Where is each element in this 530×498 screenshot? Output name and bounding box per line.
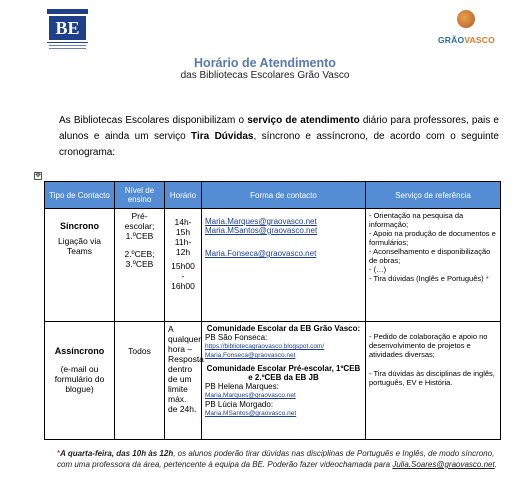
email-link[interactable]: Maria.Fonseca@graovasco.net xyxy=(205,249,317,258)
grao-vasco-logo xyxy=(438,10,494,56)
schedule-table xyxy=(44,181,501,440)
bibliotecas-escolares-logo xyxy=(47,9,88,50)
cell-sync-level: Pré-escolar; 1.ºCEB 2.ºCEB; 3.ºCEB xyxy=(115,209,165,322)
table-header-row xyxy=(45,182,501,209)
cell-async-type: Assíncrono (e-mail ou formulário do blogue) xyxy=(45,322,115,440)
logo-left-text: BE xyxy=(49,16,86,40)
cell-async-contact: Comunidade Escolar da EB Grão Vasco: PB São Fonseca: https://bibliotecagraovasco.blogspot.com/ Maria.Fonseca@graovasco.net Comunidade Escolar Pré-escolar, 1ºCEB e 2.ºCEB da EB JB PB Helena Marques: Maria.Marques@graovasco.net PB Lúcia Morgado: Maria.MSantos@graovasco.net xyxy=(202,322,366,440)
header-type: Tipo de Contacto xyxy=(45,182,115,209)
table-row-sync xyxy=(45,209,501,322)
grao-vasco-emblem-icon xyxy=(457,10,475,28)
cell-sync-time: 14h-15h 11h-12h 15h00 - 16h00 xyxy=(165,209,202,322)
header-schedule: Horário xyxy=(165,182,202,209)
header-contact: Forma de contacto xyxy=(202,182,366,209)
email-link[interactable]: Maria.Fonseca@graovasco.net xyxy=(205,352,296,359)
cell-sync-service: - Orientação na pesquisa da informação; - Apoio na produção de documentos e formulários; - Aconselhamento e disponibilização de obras; - (…) - Tira dúvidas (Inglês e Português) * xyxy=(366,209,501,322)
cell-sync-type: Síncrono Ligação via Teams xyxy=(45,209,115,322)
cell-async-level: Todos xyxy=(115,322,165,440)
header-level: Nível de ensino xyxy=(115,182,165,209)
intro-paragraph: As Bibliotecas Escolares disponibilizam o serviço de atendimento diário para professores, pais e alunos e ainda um serviço Tira Dúvidas, síncrono e assíncrono, de acordo com o seguinte cronograma: xyxy=(59,115,499,158)
blog-link[interactable]: https://bibliotecagraovasco.blogspot.com/ xyxy=(205,343,325,350)
email-link[interactable]: Maria.MSantos@graovasco.net xyxy=(205,410,297,417)
header-service: Serviço de referência xyxy=(366,182,501,209)
footnote-email-link[interactable]: Julia.Soares@graovasco.net xyxy=(392,460,495,469)
page-subtitle: das Bibliotecas Escolares Grão Vasco xyxy=(180,70,350,81)
cell-async-time: A qualquer hora – Resposta dentro de um limite máx. de 24h. xyxy=(165,322,202,440)
table-move-handle-icon[interactable]: ✥ xyxy=(35,172,41,179)
footnote: *A quarta-feira, das 10h às 12h, os alunos poderão tirar dúvidas nas disciplinas de Português e Inglês, de modo síncrono, com uma professora da área, pertencente à equipa da BE. Poderão fazer videochamada para Julia.Soares@graovasco.net. xyxy=(57,449,497,469)
logo-right-name-2: VASCO xyxy=(464,35,495,45)
page-title: Horário de Atendimento xyxy=(194,56,336,70)
table-row-async xyxy=(45,322,501,440)
cell-async-service: - Pedido de colaboração e apoio no desenvolvimento de projetos e atividades diversas; - Tira dúvidas às disciplinas de inglês, português, EV e História. xyxy=(366,322,501,440)
email-link[interactable]: Maria.Marques@graovasco.net xyxy=(205,217,317,226)
cell-sync-contact xyxy=(202,209,366,322)
email-link[interactable]: Maria.MSantos@graovasco.net xyxy=(205,226,318,235)
email-link[interactable]: Maria.Marques@graovasco.net xyxy=(205,392,296,399)
logo-right-name-1: GRÃO xyxy=(438,35,465,45)
